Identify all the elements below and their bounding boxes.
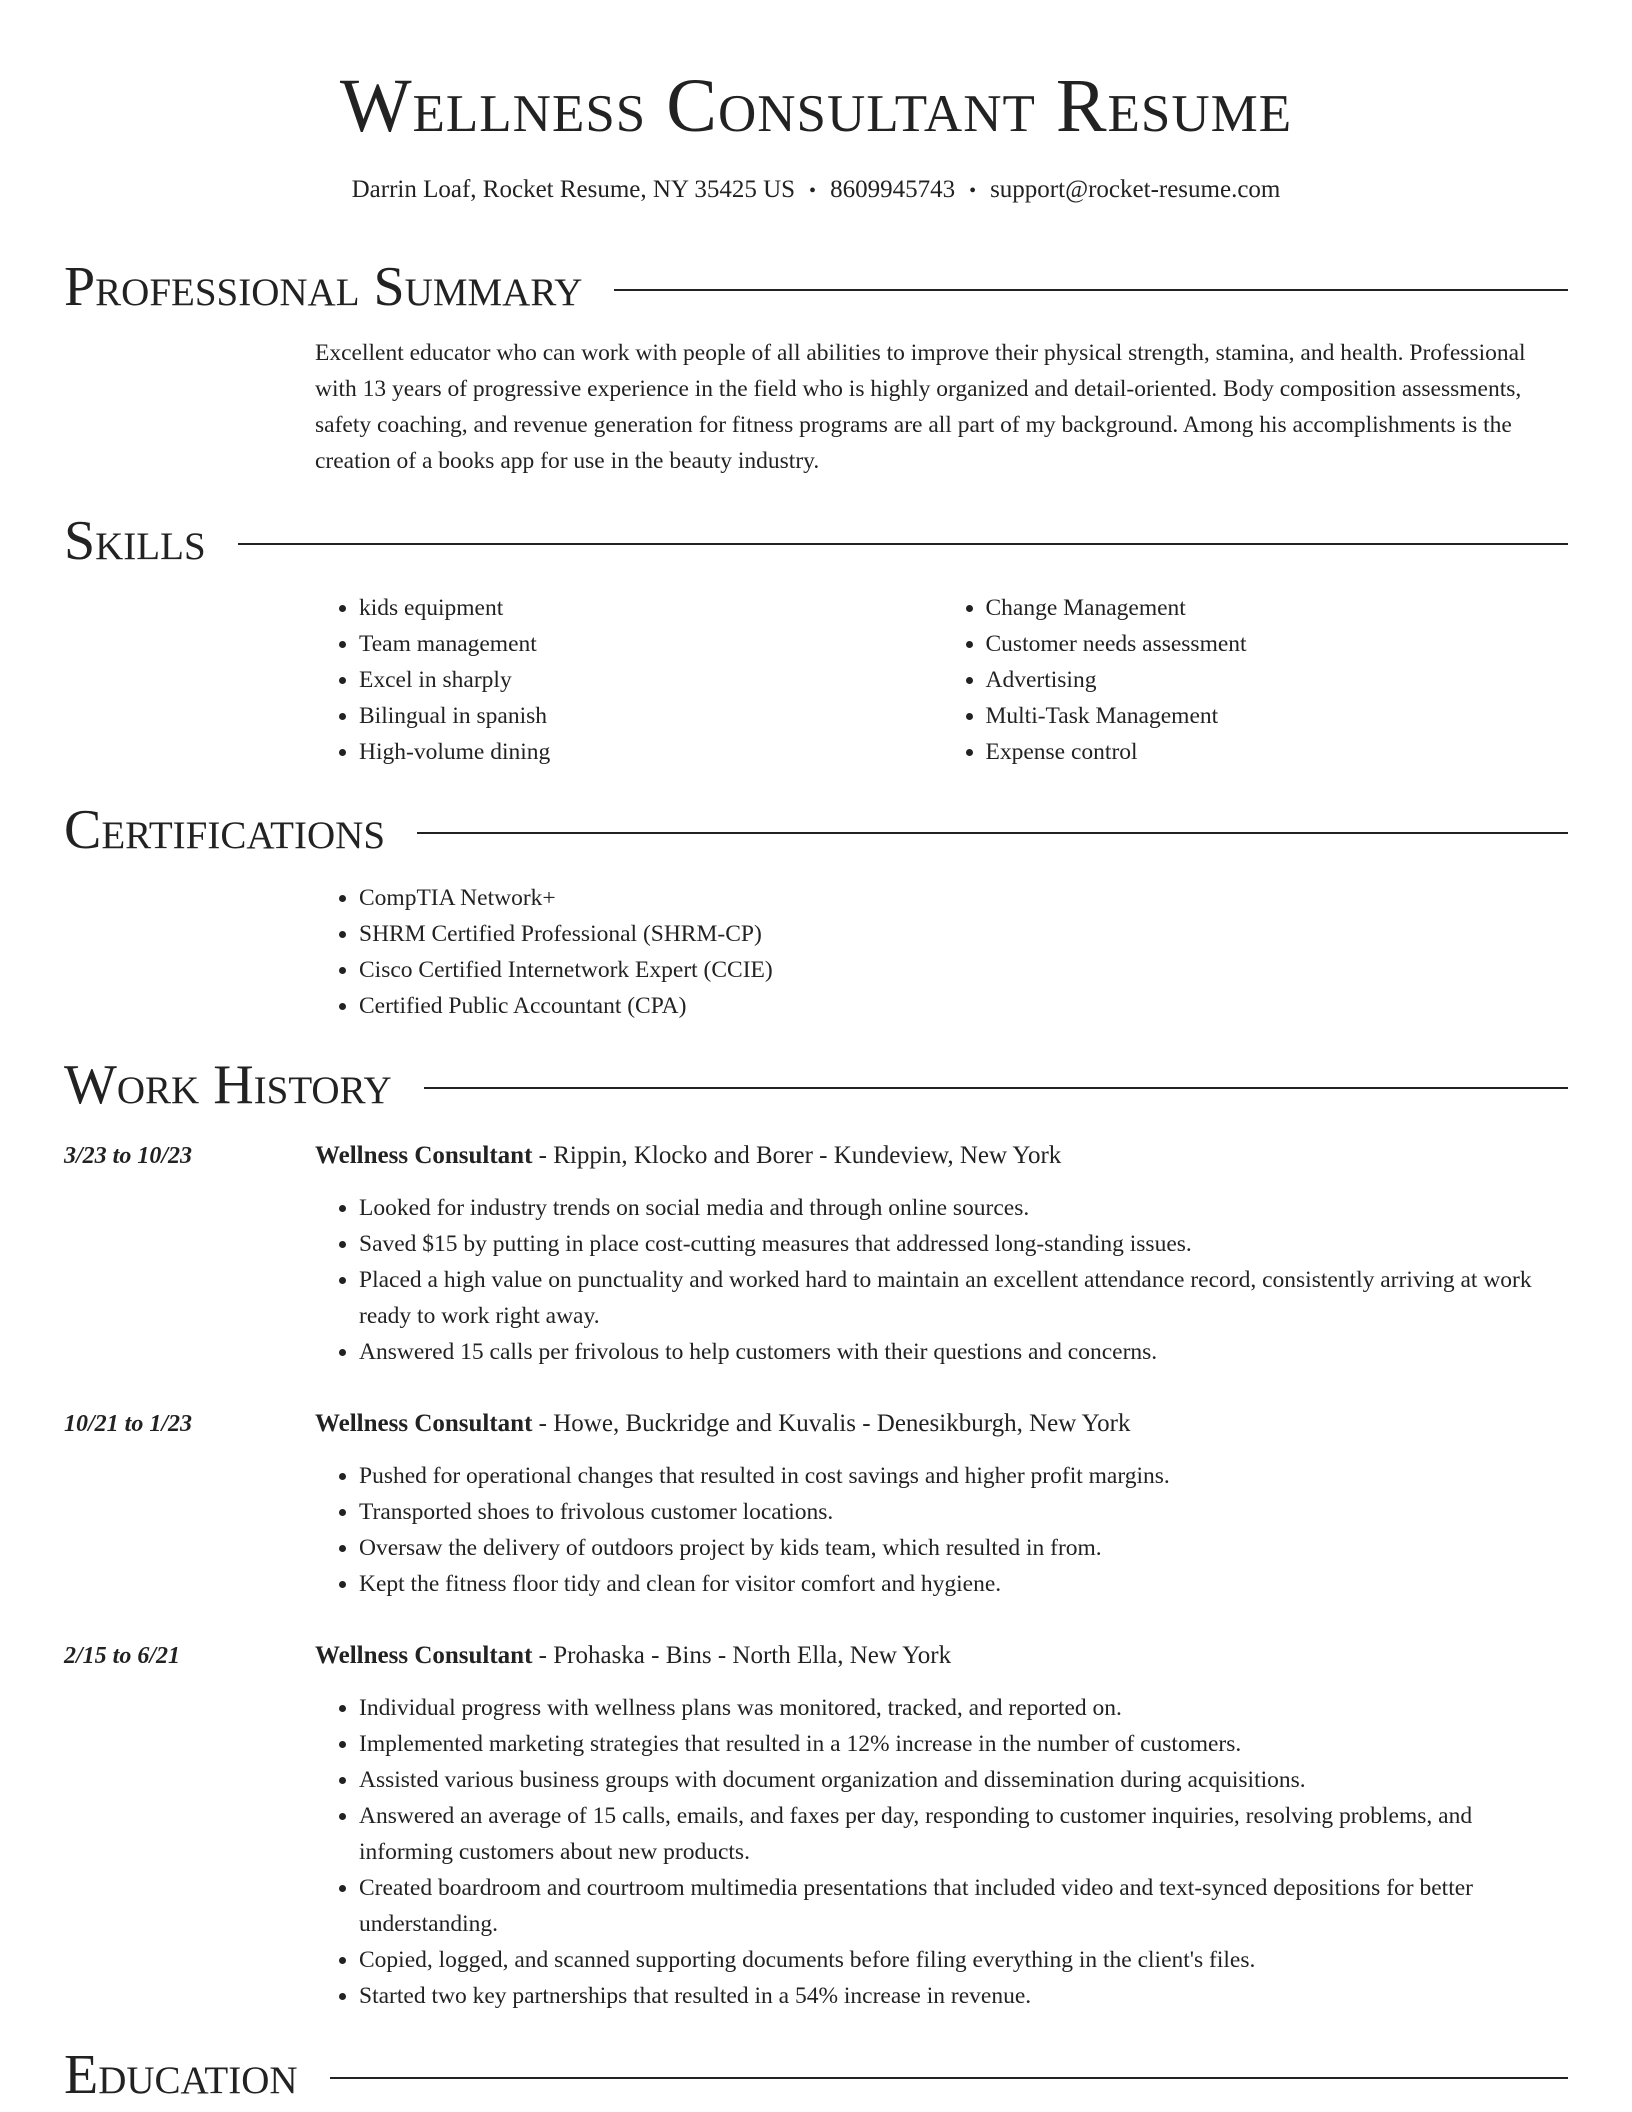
section-certifications <box>64 795 1568 865</box>
job-employer: - Rippin, Klocko and Borer - Kundeview, New York <box>532 1142 1062 1169</box>
skill-item: • Change Management <box>986 590 1569 626</box>
job-role: Wellness Consultant <box>315 1642 533 1669</box>
contact-separator: • <box>969 180 977 202</box>
job-date: 2/15 to 6/21 <box>64 1643 181 1669</box>
job-bullet: • Started two key partnerships that resulted in a 54% increase in revenue. <box>359 1978 1568 2014</box>
section-professional-summary <box>64 252 1568 322</box>
section-skills <box>64 506 1568 576</box>
job-bullet: • Pushed for operational changes that resulted in cost savings and higher profit margins. <box>359 1458 1568 1494</box>
section-divider <box>424 1087 1568 1089</box>
job-bullet: • Copied, logged, and scanned supporting documents before filing everything in the client's files. <box>359 1942 1568 1978</box>
job-bullet: • Answered an average of 15 calls, emails, and faxes per day, responding to customer inquiries, resolving problems, and informing customers about new products. <box>359 1798 1568 1870</box>
skills-column-right <box>942 590 1569 770</box>
certification-item: • SHRM Certified Professional (SHRM-CP) <box>359 916 1568 952</box>
job-bullets <box>315 1690 1568 2014</box>
contact-line <box>0 172 1632 209</box>
skill-item: • Excel in sharply <box>359 662 942 698</box>
section-education <box>64 2040 1568 2110</box>
job-bullet: • Transported shoes to frivolous customer locations. <box>359 1494 1568 1530</box>
section-heading: Professional Summary <box>64 256 583 318</box>
skills-list <box>315 590 1568 770</box>
job-bullets <box>315 1190 1568 1370</box>
job-bullets <box>315 1458 1568 1602</box>
contact-email: support@rocket-resume.com <box>990 176 1281 203</box>
skill-item: • Advertising <box>986 662 1569 698</box>
skill-item: • kids equipment <box>359 590 942 626</box>
skill-item: • Customer needs assessment <box>986 626 1569 662</box>
section-divider <box>417 832 1568 834</box>
certification-item: • CompTIA Network+ <box>359 880 1568 916</box>
section-heading: Education <box>64 2044 298 2106</box>
job-bullet: • Implemented marketing strategies that resulted in a 12% increase in the number of customers. <box>359 1726 1568 1762</box>
section-heading: Certifications <box>64 799 386 861</box>
contact-address: Darrin Loaf, Rocket Resume, NY 35425 US <box>351 176 796 203</box>
skills-column-left <box>315 590 942 770</box>
summary-text: Excellent educator who can work with people of all abilities to improve their physical strength, stamina, and health. Professional with 13 years of progressive experience in the field who is highly organized and detail-oriented. Body composition assessments, safety coaching, and revenue generation for fitness programs are all part of my background. Among his accomplishments is the creation of a books app for use in the beauty industry. <box>315 340 1526 474</box>
section-heading: Skills <box>64 510 206 572</box>
job-bullet: • Oversaw the delivery of outdoors project by kids team, which resulted in from. <box>359 1530 1568 1566</box>
contact-separator: • <box>809 180 817 202</box>
section-divider <box>614 289 1568 291</box>
job-bullet: • Placed a high value on punctuality and worked hard to maintain an excellent attendance record, consistently arriving at work ready to work right away. <box>359 1262 1568 1334</box>
job-bullet: • Looked for industry trends on social media and through online sources. <box>359 1190 1568 1226</box>
job-date: 3/23 to 10/23 <box>64 1143 193 1169</box>
resume-title: Wellness Consultant Resume <box>339 64 1293 148</box>
certifications-list <box>315 880 1568 1024</box>
skill-item: • High-volume dining <box>359 734 942 770</box>
skill-item: • Expense control <box>986 734 1569 770</box>
certification-item: • Cisco Certified Internetwork Expert (CCIE) <box>359 952 1568 988</box>
job-title-line <box>315 1138 1061 1174</box>
job-bullet: • Individual progress with wellness plans was monitored, tracked, and reported on. <box>359 1690 1568 1726</box>
skill-item: • Multi-Task Management <box>986 698 1569 734</box>
job-title-line <box>315 1406 1130 1442</box>
job-bullet: • Created boardroom and courtroom multimedia presentations that included video and text-synced depositions for better understanding. <box>359 1870 1568 1942</box>
section-heading: Work History <box>64 1054 392 1116</box>
job-bullet: • Answered 15 calls per frivolous to help customers with their questions and concerns. <box>359 1334 1568 1370</box>
job-role: Wellness Consultant <box>315 1142 533 1169</box>
job-title-line <box>315 1638 951 1674</box>
job-employer: - Prohaska - Bins - North Ella, New York <box>532 1642 952 1669</box>
job-bullet: • Kept the fitness floor tidy and clean for visitor comfort and hygiene. <box>359 1566 1568 1602</box>
section-divider <box>238 543 1568 545</box>
section-divider <box>330 2077 1568 2079</box>
job-date: 10/21 to 1/23 <box>64 1411 193 1437</box>
contact-phone: 8609945743 <box>830 176 956 203</box>
skill-item: • Team management <box>359 626 942 662</box>
job-role: Wellness Consultant <box>315 1410 533 1437</box>
job-bullet: • Assisted various business groups with document organization and dissemination during acquisitions. <box>359 1762 1568 1798</box>
job-employer: - Howe, Buckridge and Kuvalis - Denesikburgh, New York <box>532 1410 1131 1437</box>
certification-item: • Certified Public Accountant (CPA) <box>359 988 1568 1024</box>
section-work-history <box>64 1050 1568 1120</box>
skill-item: • Bilingual in spanish <box>359 698 942 734</box>
job-bullet: • Saved $15 by putting in place cost-cutting measures that addressed long-standing issues. <box>359 1226 1568 1262</box>
